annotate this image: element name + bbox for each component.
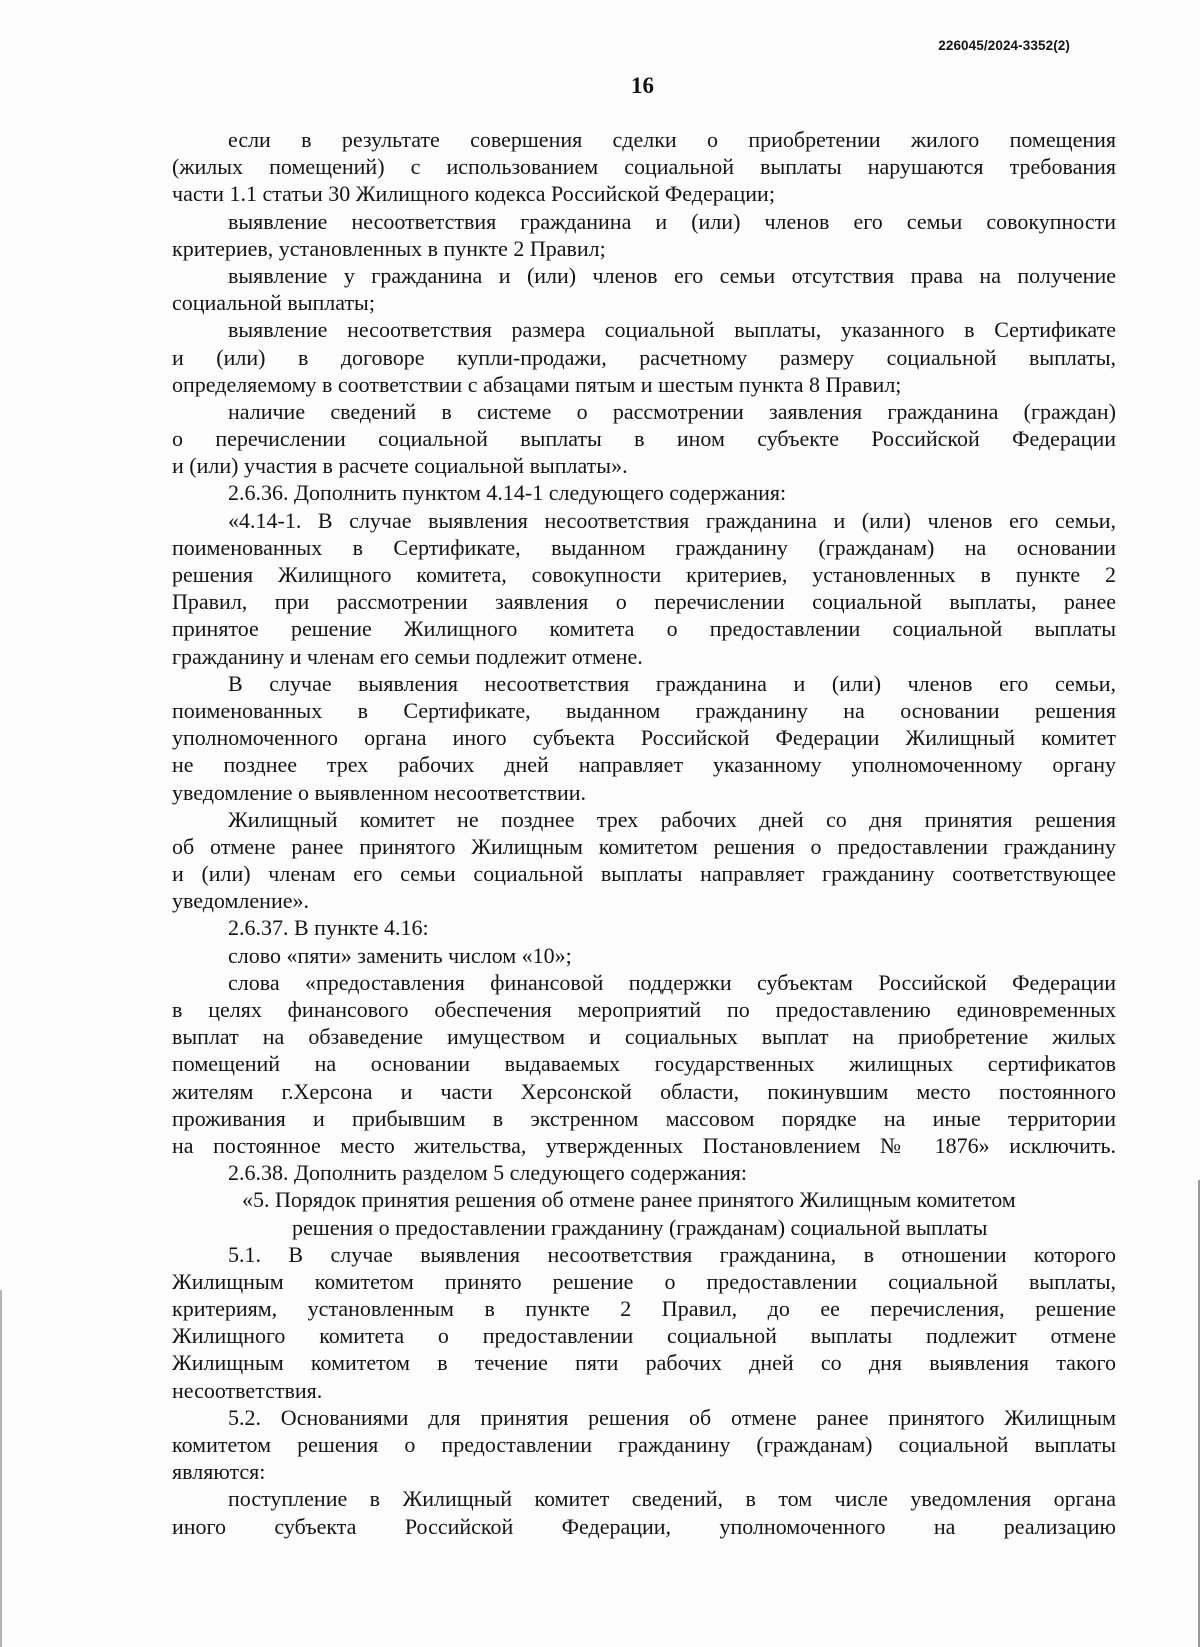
text-line: 5.2. Основаниями для принятия решения об отмене ранее принятого Жилищным — [228, 1404, 1116, 1430]
text-line: социальной выплаты; — [172, 290, 375, 316]
text-line: решения о предоставлении гражданину (гражданам) социальной выплаты — [292, 1214, 988, 1240]
text-line: Жилищным комитетом в течение пяти рабочих дней со дня выявления такого — [172, 1350, 1116, 1376]
text-line: части 1.1 статьи 30 Жилищного кодекса Российской Федерации; — [172, 181, 775, 207]
text-line: и (или) членам его семьи социальной выплаты направляет гражданину соответствующее — [172, 861, 1116, 887]
text-line: 2.6.38. Дополнить разделом 5 следующего содержания: — [228, 1160, 748, 1186]
text-line: жителям г.Херсона и части Херсонской области, покинувшим место постоянного — [172, 1078, 1116, 1104]
text-line: выплат на обзаведение имуществом и социальных выплат на приобретение жилых — [172, 1024, 1116, 1050]
text-line: и (или) в договоре купли-продажи, расчетному размеру социальной выплаты, — [172, 344, 1116, 370]
text-line: на постоянное место жительства, утвержденных Постановлением № 1876» исключить. — [172, 1132, 1116, 1158]
text-line: слово «пяти» заменить числом «10»; — [228, 942, 572, 968]
text-line: в целях финансового обеспечения мероприятий по предоставлению единовременных — [172, 997, 1116, 1022]
text-line: решения Жилищного комитета, совокупности критериев, установленных в пункте 2 — [172, 562, 1116, 587]
text-line: критериев, установленных в пункте 2 Правил; — [172, 235, 606, 261]
text-line: (жилых помещений) с использованием социальной выплаты нарушаются требования — [172, 154, 1116, 180]
text-line: В случае выявления несоответствия гражданина и (или) членов его семьи, — [228, 670, 1116, 696]
text-line: помещений на основании выдаваемых государственных жилищных сертификатов — [172, 1051, 1116, 1077]
text-line: определяемому в соответствии с абзацами пятым и шестым пункта 8 Правил; — [172, 371, 902, 397]
text-line: если в результате совершения сделки о приобретении жилого помещения — [228, 127, 1116, 152]
document-registration-number: 226045/2024-3352(2) — [938, 38, 1070, 53]
text-line: о перечислении социальной выплаты в ином субъекте Российской Федерации — [172, 426, 1116, 452]
text-line: 2.6.36. Дополнить пунктом 4.14-1 следующего содержания: — [228, 480, 787, 506]
text-line: Правил, при рассмотрении заявления о перечислении социальной выплаты, ранее — [172, 589, 1116, 615]
text-line: 2.6.37. В пункте 4.16: — [228, 915, 429, 941]
text-line: уведомление о выявленном несоответствии. — [172, 779, 587, 805]
text-line: слова «предоставления финансовой поддержки субъектам Российской Федерации — [228, 969, 1116, 995]
text-line: наличие сведений в системе о рассмотрении заявления гражданина (граждан) — [228, 398, 1116, 424]
text-line: комитетом решения о предоставлении гражданину (гражданам) социальной выплаты — [172, 1432, 1116, 1457]
text-line: являются: — [172, 1459, 266, 1485]
text-line: гражданину и членам его семьи подлежит отмене. — [172, 643, 643, 669]
document-body — [172, 126, 1116, 1540]
text-line: иного субъекта Российской Федерации, уполномоченного на реализацию — [172, 1513, 1116, 1539]
text-line: поименованных в Сертификате, выданном гражданину на основании решения — [172, 697, 1116, 723]
text-line: несоответствия. — [172, 1377, 323, 1403]
scan-edge-shadow-left — [0, 1290, 2, 1647]
text-line: Жилищным комитетом принято решение о предоставлении социальной выплаты, — [172, 1268, 1116, 1294]
text-line: уполномоченного органа иного субъекта Российской Федерации Жилищный комитет — [172, 725, 1116, 751]
page-number: 16 — [631, 73, 654, 98]
text-line: поименованных в Сертификате, выданном гражданину (гражданам) на основании — [172, 534, 1116, 560]
text-line: выявление у гражданина и (или) членов его семьи отсутствия права на получение — [228, 262, 1116, 288]
text-line: принятое решение Жилищного комитета о предоставлении социальной выплаты — [172, 616, 1116, 642]
text-line: и (или) участия в расчете социальной выплаты». — [172, 453, 628, 479]
text-line: поступление в Жилищный комитет сведений, в том числе уведомления органа — [228, 1486, 1116, 1512]
text-line: «5. Порядок принятия решения об отмене ранее принятого Жилищным комитетом — [242, 1187, 1016, 1213]
text-line: выявление несоответствия гражданина и (или) членов его семьи совокупности — [228, 208, 1116, 234]
text-line: уведомление». — [172, 888, 309, 914]
text-line: 5.1. В случае выявления несоответствия гражданина, в отношении которого — [228, 1241, 1116, 1267]
text-line: «4.14-1. В случае выявления несоответствия гражданина и (или) членов его семьи, — [228, 507, 1116, 533]
text-line: не позднее трех рабочих дней направляет указанному уполномоченному органу — [172, 752, 1116, 778]
text-line: Жилищный комитет не позднее трех рабочих дней со дня принятия решения — [228, 806, 1116, 832]
text-line: проживания и прибывшим в экстренном массовом порядке на иные территории — [172, 1105, 1116, 1131]
text-line: Жилищного комитета о предоставлении социальной выплаты подлежит отмене — [172, 1323, 1116, 1349]
text-line: об отмене ранее принятого Жилищным комитетом решения о предоставлении гражданину — [172, 833, 1116, 859]
text-line: критериям, установленным в пункте 2 Правил, до ее перечисления, решение — [172, 1296, 1116, 1322]
text-line: выявление несоответствия размера социальной выплаты, указанного в Сертификате — [228, 317, 1116, 343]
